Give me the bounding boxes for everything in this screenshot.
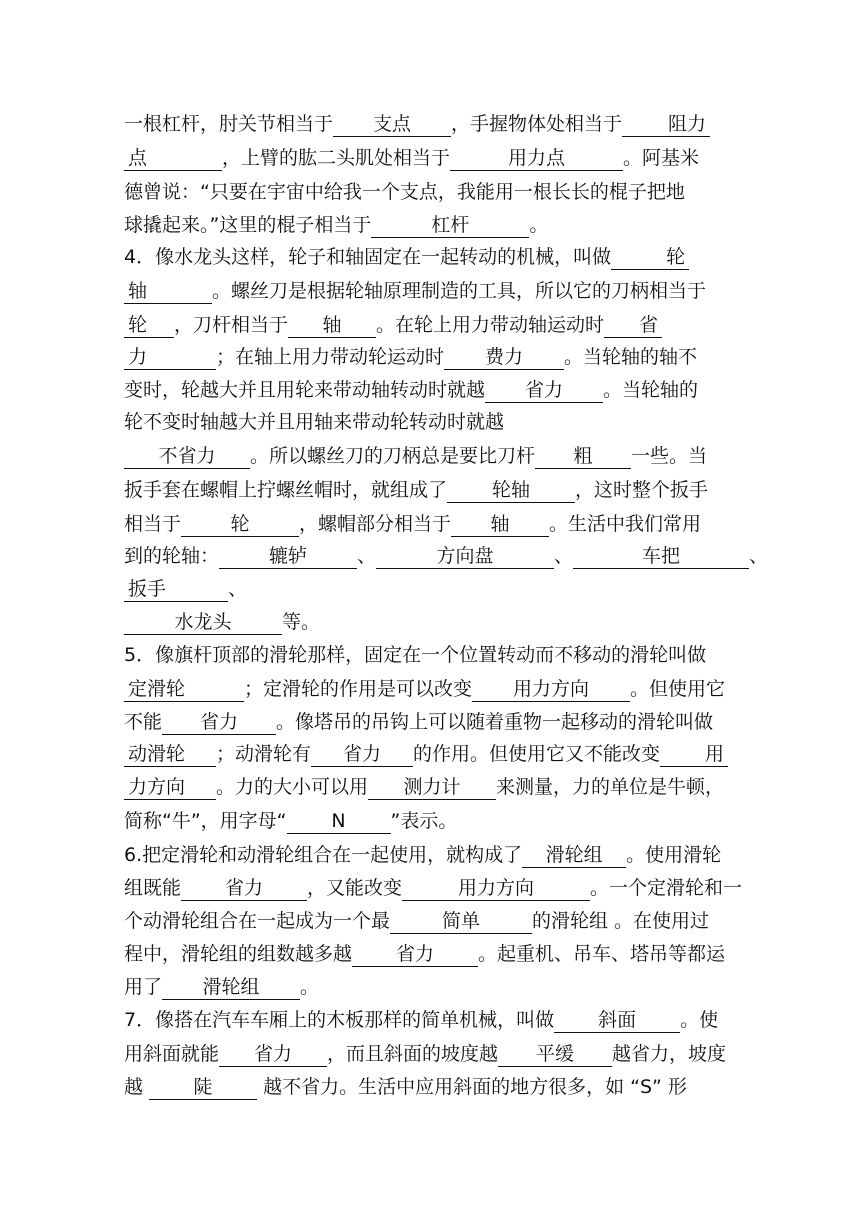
answer-blank: 轮 [124, 313, 174, 338]
line-text: 。生活中我们常用 [549, 513, 702, 535]
line-text: 。 [529, 214, 549, 236]
line-text: 。 [300, 976, 320, 998]
line-text: 。阿基米 [623, 147, 700, 169]
answer-blank: 轴 [451, 512, 549, 537]
text-line [124, 971, 784, 1003]
line-text: ，手握物体处相当于 [451, 113, 623, 135]
text-line [124, 508, 784, 540]
answer-blank: 扳手 [124, 577, 228, 602]
line-text: ，又能改变 [307, 877, 403, 899]
answer-blank: 方向盘 [376, 544, 554, 569]
text-line [124, 474, 784, 506]
answer-blank: 辘轳 [219, 544, 357, 569]
text-line [124, 241, 784, 273]
separator: 、 [228, 578, 248, 600]
answer-blank: 省力 [181, 876, 307, 901]
line-text: 组既能 [124, 877, 182, 899]
line-text: 越不省力。生活中应用斜面的地方很多，如 “S” 形 [257, 1076, 687, 1098]
answer-blank: 用力点 [450, 146, 623, 171]
line-text: 简称“牛”，用字母“ [124, 810, 287, 832]
line-text: ；动滑轮有 [216, 743, 312, 765]
text-line [124, 805, 784, 837]
text-line [124, 673, 784, 705]
line-text: 。使用滑轮 [626, 844, 722, 866]
answer-blank: 轴 [288, 313, 376, 338]
answer-blank: N [287, 809, 391, 834]
line-text: 一根杠杆，肘关节相当于 [124, 113, 334, 135]
line-text: 程中，滑轮组的组数越多越 [124, 943, 353, 965]
line-text: 的作用。但使用它又不能改变 [413, 743, 661, 765]
text-line [124, 374, 784, 406]
text-line [124, 938, 784, 970]
line-text: 。起重机、吊车、塔吊等都运 [478, 943, 726, 965]
line-text: ，上臂的肱二头肌处相当于 [222, 147, 451, 169]
text-line [124, 839, 784, 871]
text-line [124, 440, 784, 472]
line-text: 。当轮轴的轴不 [564, 346, 698, 368]
separator: 、 [554, 545, 574, 567]
line-text: 。所以螺丝刀的刀柄总是要比刀杆 [250, 445, 536, 467]
text-line [124, 341, 784, 373]
answer-blank: 滑轮组 [162, 975, 300, 1000]
answer-blank: 轮轴 [447, 478, 575, 503]
line-text: 。但使用它 [630, 678, 726, 700]
text-line [124, 771, 784, 803]
line-text: 7．像搭在汽车车厢上的木板那样的简单机械，叫做 [124, 1009, 555, 1031]
text-line [124, 108, 784, 140]
text-line [124, 1004, 784, 1036]
answer-blank: 省力 [162, 710, 276, 735]
line-text: 。螺丝刀是根据轮轴原理制造的工具，所以它的刀柄相当于 [212, 280, 707, 302]
answer-blank: 杠杆 [371, 213, 529, 238]
line-text: 轮不变时轴越大并且用轴来带动轮转动时就越 [124, 411, 505, 433]
answer-blank: 点 [124, 146, 222, 171]
text-line [124, 706, 784, 738]
line-text: 6.把定滑轮和动滑轮组合在一起使用，就构成了 [124, 844, 523, 866]
answer-blank: 省力 [311, 742, 413, 767]
answer-blank: 轴 [124, 279, 212, 304]
line-text: 来测量，力的单位是牛顿， [496, 776, 725, 798]
text-line [124, 309, 784, 341]
answer-blank: 轮 [181, 512, 299, 537]
line-text: ；在轴上用力带动轮运动时 [216, 346, 445, 368]
answer-blank: 力 [124, 345, 216, 370]
text-line [124, 406, 784, 438]
text-line [124, 1038, 784, 1070]
text-line [124, 905, 784, 937]
answer-blank: 测力计 [368, 775, 496, 800]
answer-blank: 轮 [611, 245, 689, 270]
line-text: ”表示。 [390, 810, 458, 832]
line-text: 的滑轮组 。在使用过 [532, 910, 710, 932]
line-text: 。当轮轴的 [603, 379, 699, 401]
line-text: ，这时整个扳手 [575, 479, 709, 501]
answer-blank: 滑轮组 [522, 843, 626, 868]
answer-blank: 车把 [573, 544, 749, 569]
line-text: 德曾说：“只要在宇宙中给我一个支点，我能用一根长长的棍子把地 [124, 181, 685, 203]
text-line [124, 1071, 784, 1103]
answer-blank: 陡 [149, 1075, 257, 1100]
line-text: ；定滑轮的作用是可以改变 [244, 678, 473, 700]
text-line [124, 540, 784, 572]
line-text: 用了 [124, 976, 163, 998]
text-line [124, 639, 784, 671]
answer-blank: 省力 [352, 942, 478, 967]
line-text: 扳手套在螺帽上拧螺丝帽时，就组成了 [124, 479, 448, 501]
line-text: 等。 [282, 611, 321, 633]
line-text: ，螺帽部分相当于 [299, 513, 452, 535]
answer-blank: 用力方向 [402, 876, 590, 901]
text-line [124, 209, 784, 241]
answer-blank: 斜面 [554, 1008, 680, 1033]
text-line [124, 738, 784, 770]
answer-blank: 不省力 [124, 444, 250, 469]
line-text: ，刀杆相当于 [174, 314, 289, 336]
line-text: 。像塔吊的吊钩上可以随着重物一起移动的滑轮叫做 [276, 711, 714, 733]
separator: 、 [357, 545, 377, 567]
text-line [124, 142, 784, 174]
answer-blank: 阻力 [622, 112, 710, 137]
text-line [124, 872, 784, 904]
line-text: 越省力，坡度 [612, 1043, 727, 1065]
line-text: 。力的大小可以用 [216, 776, 369, 798]
text-line [124, 606, 784, 638]
answer-blank: 用力方向 [472, 677, 630, 702]
answer-blank: 用 [660, 742, 728, 767]
line-text: 。使 [680, 1009, 719, 1031]
answer-blank: 省力 [219, 1042, 327, 1067]
answer-blank: 定滑轮 [124, 677, 244, 702]
line-text: 5．像旗杆顶部的滑轮那样，固定在一个位置转动而不移动的滑轮叫做 [124, 644, 707, 666]
line-text: 不能 [124, 711, 163, 733]
line-text: 越 [124, 1076, 150, 1098]
answer-blank: 水龙头 [124, 610, 282, 635]
line-text: 一些。当 [631, 445, 708, 467]
line-text: 用斜面就能 [124, 1043, 220, 1065]
answer-blank: 力方向 [124, 775, 216, 800]
answer-blank: 支点 [333, 112, 451, 137]
line-text: 个动滑轮组合在一起成为一个最 [124, 910, 391, 932]
line-text: 相当于 [124, 513, 182, 535]
answer-blank: 平缓 [498, 1042, 612, 1067]
line-text: 变时，轮越大并且用轮来带动轴转动时就越 [124, 379, 486, 401]
answer-blank: 简单 [390, 909, 532, 934]
text-line [124, 275, 784, 307]
answer-blank: 粗 [535, 444, 631, 469]
line-text: 球撬起来。”这里的棍子相当于 [124, 214, 372, 236]
separator: 、 [749, 545, 769, 567]
line-text: ，而且斜面的坡度越 [327, 1043, 499, 1065]
answer-blank: 费力 [444, 345, 564, 370]
answer-blank: 省 [604, 313, 662, 338]
line-text: 4．像水龙头这样，轮子和轴固定在一起转动的机械，叫做 [124, 246, 612, 268]
line-text: 。一个定滑轮和一 [590, 877, 743, 899]
text-line [124, 573, 784, 605]
answer-blank: 动滑轮 [124, 742, 216, 767]
answer-blank: 省力 [485, 378, 603, 403]
line-text: 到的轮轴： [124, 545, 220, 567]
text-line [124, 176, 784, 208]
line-text: 。在轮上用力带动轴运动时 [376, 314, 605, 336]
